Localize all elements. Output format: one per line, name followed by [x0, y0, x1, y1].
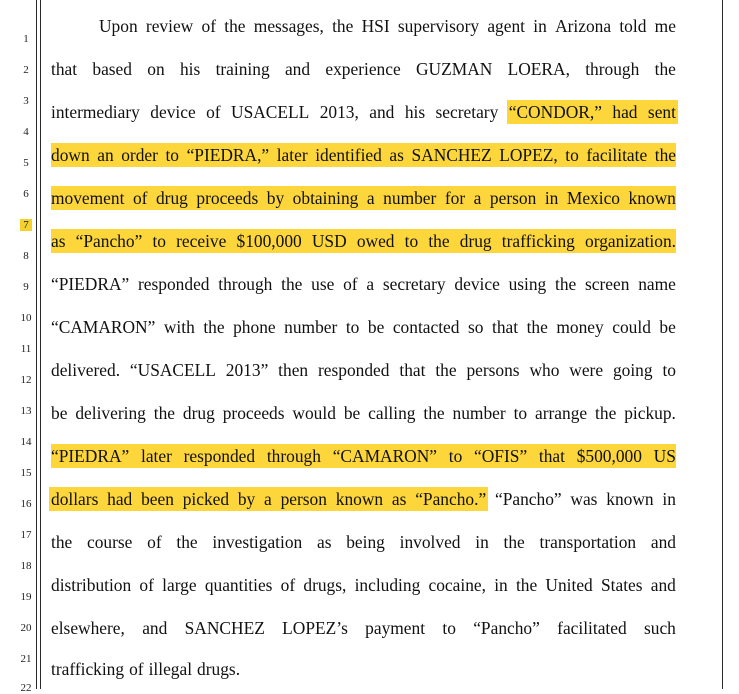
word: LOPEZ,: [499, 145, 558, 165]
word: $100,000: [236, 231, 302, 251]
word: drugs.: [197, 659, 241, 679]
line-number: 8: [23, 250, 29, 262]
line-number: 18: [20, 560, 32, 572]
word: to: [448, 446, 463, 466]
word: number: [284, 317, 338, 337]
word: of: [343, 274, 358, 294]
word: in: [544, 188, 559, 208]
word: dollars: [51, 489, 99, 509]
word: by: [266, 188, 285, 208]
word: known: [335, 489, 384, 509]
word: course: [87, 532, 133, 552]
word: and: [650, 532, 676, 552]
word: and: [142, 618, 168, 638]
word: cocaine,: [428, 575, 486, 595]
text-line: [51, 444, 676, 468]
text-line: [51, 358, 676, 382]
word: the: [176, 532, 198, 552]
line-number: 6: [23, 188, 29, 200]
text-line: [51, 57, 676, 81]
word: been: [141, 489, 174, 509]
word: by: [237, 489, 256, 509]
word: the: [153, 403, 175, 423]
word: drugs,: [303, 575, 347, 595]
word: as: [389, 145, 404, 165]
word: large: [162, 575, 197, 595]
line-number: 7: [20, 219, 32, 231]
word: States: [600, 575, 643, 595]
word: secretary: [382, 274, 446, 294]
word: responded: [138, 274, 210, 294]
word: were: [569, 360, 604, 380]
line-number: 19: [20, 591, 32, 603]
word: of: [132, 188, 148, 208]
word: had: [612, 102, 638, 122]
word: the: [515, 575, 538, 595]
text-line: [51, 401, 676, 425]
line-number: 11: [20, 343, 32, 355]
word: use: [311, 274, 335, 294]
word: to: [345, 317, 360, 337]
word: movement: [51, 188, 125, 208]
word: his: [179, 59, 201, 79]
word: order: [121, 145, 158, 165]
word: proceeds: [196, 188, 259, 208]
word: then: [278, 360, 309, 380]
word: pickup.: [624, 403, 676, 423]
word: “OFIS”: [474, 446, 528, 466]
word: identified: [315, 145, 382, 165]
line-number: 17: [20, 529, 32, 541]
word: quantities: [204, 575, 273, 595]
word: proceeds: [222, 403, 285, 423]
word: be: [367, 317, 385, 337]
word: known: [628, 188, 676, 208]
text-line: [51, 186, 676, 210]
text-line: [51, 143, 676, 167]
word: person: [489, 188, 537, 208]
word: Upon: [99, 16, 138, 36]
word: in: [533, 16, 547, 36]
word: US: [653, 446, 676, 466]
word: Arizona: [555, 16, 612, 36]
word: name: [638, 274, 676, 294]
word: the: [435, 360, 457, 380]
word: sent: [647, 102, 676, 122]
word: elsewhere,: [51, 618, 125, 638]
word: such: [644, 618, 676, 638]
word: “PIEDRA”: [51, 274, 130, 294]
text-line: [51, 530, 676, 554]
word: in: [475, 532, 489, 552]
word: a: [473, 188, 482, 208]
word: down: [51, 145, 90, 165]
word: the: [654, 59, 676, 79]
word: screen: [585, 274, 630, 294]
word: through: [585, 59, 640, 79]
word: “Pancho”: [494, 489, 562, 509]
word: USD: [311, 231, 347, 251]
word: delivering: [75, 403, 146, 423]
line-number: 9: [23, 281, 29, 293]
word: responded: [318, 360, 390, 380]
word: of: [139, 575, 154, 595]
word: “USACELL: [129, 360, 216, 380]
word: $500,000: [576, 446, 642, 466]
word: going: [612, 360, 653, 380]
word: the: [423, 403, 445, 423]
word: the: [51, 532, 73, 552]
word: 2013,: [319, 102, 359, 122]
word: “Pancho”: [75, 231, 143, 251]
word: of: [201, 16, 217, 36]
word: the: [526, 317, 548, 337]
word: messages,: [253, 16, 324, 36]
word: based: [92, 59, 132, 79]
word: LOPEZ’s: [282, 618, 348, 638]
word: and: [284, 59, 311, 79]
line-number: 10: [20, 312, 32, 324]
word: money: [556, 317, 604, 337]
word: the: [503, 532, 525, 552]
word: person: [280, 489, 327, 509]
word: with: [163, 317, 195, 337]
line-number: 14: [20, 436, 32, 448]
text-line: [51, 573, 676, 597]
word: as: [391, 489, 407, 509]
word: “PIEDRA,”: [186, 145, 270, 165]
text-line: [51, 100, 676, 124]
word: “Pancho”: [473, 618, 540, 638]
margin-rule-left-outer: [36, 0, 37, 689]
word: in: [662, 489, 676, 509]
word: delivered.: [51, 360, 121, 380]
word: contacted: [392, 317, 460, 337]
line-number: 1: [23, 33, 29, 45]
word: who: [529, 360, 560, 380]
word: training: [215, 59, 270, 79]
word: organization.: [585, 231, 676, 251]
word: for: [444, 188, 466, 208]
line-number: 20: [20, 622, 32, 634]
line-number: 2: [23, 64, 29, 76]
word: as: [51, 231, 66, 251]
word: to: [404, 231, 419, 251]
word: an: [97, 145, 114, 165]
word: trafficking: [51, 659, 125, 679]
word: “CAMARON”: [332, 446, 438, 466]
word: receive: [176, 231, 227, 251]
line-number: 22: [20, 682, 32, 694]
word: that: [399, 360, 426, 380]
word: later: [276, 145, 308, 165]
word: payment: [365, 618, 426, 638]
word: to: [565, 145, 579, 165]
text-line: [51, 229, 676, 253]
word: persons: [466, 360, 520, 380]
word: the: [332, 16, 354, 36]
word: SANCHEZ: [184, 618, 265, 638]
margin-rule-right: [722, 0, 723, 689]
word: secretary: [435, 102, 499, 122]
word: being: [346, 532, 385, 552]
word: picked: [182, 489, 230, 509]
word: illegal: [148, 659, 193, 679]
word: to: [442, 618, 456, 638]
line-number: 16: [20, 498, 32, 510]
word: the: [224, 16, 246, 36]
word: of: [206, 102, 221, 122]
word: in: [494, 575, 508, 595]
word: be: [343, 403, 361, 423]
word: phone: [233, 317, 276, 337]
word: review: [145, 16, 194, 36]
word: intermediary: [51, 102, 140, 122]
text-line: [51, 272, 676, 296]
word: would: [292, 403, 336, 423]
word: that: [491, 317, 519, 337]
word: distribution: [51, 575, 132, 595]
word: that: [538, 446, 565, 466]
word: known: [606, 489, 654, 509]
word: SANCHEZ: [411, 145, 492, 165]
word: owed: [356, 231, 395, 251]
word: to: [152, 231, 166, 251]
word: be: [51, 403, 68, 423]
word: through: [218, 274, 273, 294]
word: drug: [182, 403, 215, 423]
word: could: [612, 317, 651, 337]
word: investigation: [212, 532, 303, 552]
line-number: 5: [23, 157, 29, 169]
word: “CONDOR,”: [508, 102, 602, 122]
word: as: [316, 532, 332, 552]
line-number: 12: [20, 374, 32, 386]
text-line: [51, 616, 676, 640]
word: responded: [183, 446, 256, 466]
word: the: [595, 403, 617, 423]
word: through: [266, 446, 321, 466]
word: “PIEDRA”: [51, 446, 130, 466]
word: and: [650, 575, 676, 595]
word: supervisory: [397, 16, 480, 36]
word: Mexico: [566, 188, 620, 208]
word: HSI: [361, 16, 390, 36]
line-number: 13: [20, 405, 32, 417]
word: was: [570, 489, 598, 509]
word: trafficking: [501, 231, 575, 251]
word: 2013”: [225, 360, 269, 380]
text-line: [51, 487, 676, 511]
word: to: [165, 145, 179, 165]
word: involved: [399, 532, 461, 552]
word: obtaining: [292, 188, 359, 208]
word: the: [203, 317, 225, 337]
word: of: [147, 532, 162, 552]
word: so: [467, 317, 484, 337]
word: drug: [155, 188, 188, 208]
word: of: [280, 575, 296, 595]
word: a: [366, 274, 375, 294]
word: calling: [368, 403, 416, 423]
word: USACELL: [231, 102, 310, 122]
word: to: [662, 360, 676, 380]
word: told: [619, 16, 647, 36]
word: including: [354, 575, 421, 595]
word: a: [264, 489, 272, 509]
word: drug: [459, 231, 492, 251]
word: agent: [487, 16, 525, 36]
text-line: [51, 315, 676, 339]
word: the: [281, 274, 303, 294]
word: “Pancho.”: [415, 489, 487, 509]
line-number: 4: [23, 126, 29, 138]
word: of: [129, 659, 144, 679]
word: device: [454, 274, 500, 294]
word: GUZMAN: [415, 59, 493, 79]
word: device: [150, 102, 196, 122]
line-number: 3: [23, 95, 29, 107]
word: a: [366, 188, 375, 208]
word: the: [654, 145, 676, 165]
word: experience: [325, 59, 401, 79]
word: had: [107, 489, 133, 509]
word: “CAMARON”: [51, 317, 156, 337]
word: facilitate: [586, 145, 648, 165]
text-line: [51, 657, 676, 681]
word: the: [555, 274, 577, 294]
line-number: 15: [20, 467, 32, 479]
word: using: [508, 274, 547, 294]
margin-rule-left-inner: [40, 0, 41, 689]
word: me: [654, 16, 676, 36]
word: transportation: [539, 532, 637, 552]
word: be: [659, 317, 676, 337]
word: arrange: [535, 403, 588, 423]
word: and: [369, 102, 395, 122]
word: United: [545, 575, 593, 595]
word: the: [428, 231, 450, 251]
word: on: [147, 59, 165, 79]
word: later: [140, 446, 172, 466]
line-number: 21: [20, 653, 32, 665]
word: LOERA,: [507, 59, 570, 79]
word: to: [513, 403, 528, 423]
word: that: [51, 59, 78, 79]
word: number: [452, 403, 506, 423]
word: number: [383, 188, 437, 208]
word: his: [404, 102, 426, 122]
word: facilitated: [557, 618, 627, 638]
text-line: [99, 14, 676, 38]
